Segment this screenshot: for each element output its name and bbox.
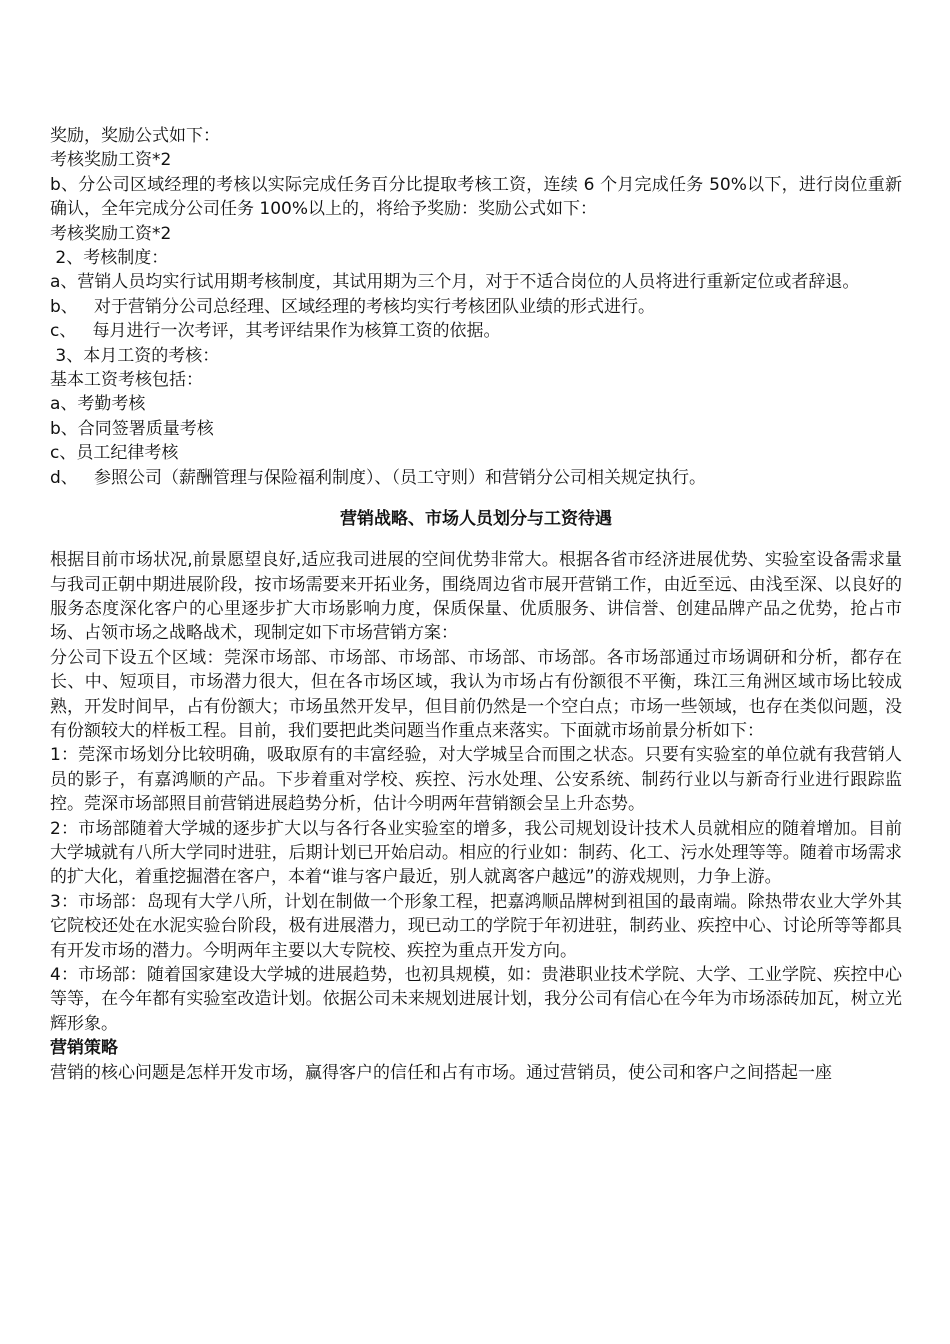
text-paragraph: 根据目前市场状况,前景愿望良好,适应我司进展的空间优势非常大。根据各省市经济进展优势、实验室设备需求量与我司正朝中期进展阶段，按市场需要来开拓业务，围绕周边省市展开营销工作，由近至远、由浅至深、以良好的服务态度深化客户的心里逐步扩大市场影响力度，保质保量、优质服务、讲信誉、创建品牌产品之优势，抢占市场、占领市场之战略战术，现制定如下市场营销方案：: [50, 550, 902, 644]
text-paragraph: 营销的核心问题是怎样开发市场，赢得客户的信任和占有市场。通过营销员，使公司和客户之间搭起一座: [50, 1062, 832, 1083]
list-heading: 2、考核制度：: [50, 248, 169, 269]
list-item: c、员工纪律考核: [50, 443, 179, 464]
text-line: 基本工资考核包括：: [50, 370, 203, 391]
text-paragraph: 2：市场部随着大学城的逐步扩大以与各行各业实验室的增多，我公司规划设计技术人员就相应的随着增加。目前大学城就有八所大学同时进驻，后期计划已开始启动。相应的行业如：制药、化工、污水处理等等。随着市场需求的扩大化，着重挖掘潜在客户，本着“谁与客户最近，别人就离客户越远”的游戏规则，力争上游。: [50, 818, 902, 888]
text-line: 考核奖励工资*2: [50, 223, 172, 244]
text-paragraph: 分公司下设五个区域：莞深市场部、市场部、市场部、市场部、市场部。各市场部通过市场调研和分析，都存在长、中、短项目，市场潜力很大，但在各市场区域，我认为市场占有份额很不平衡，珠江三角洲区域市场比较成熟，开发时间早，占有份额大；市场虽然开发早，但目前仍然是一个空白点；市场一些领域，也存在类似问题，没有份额较大的样板工程。目前，我们要把此类问题当作重点来落实。下面就市场前景分析如下：: [50, 647, 902, 741]
text-paragraph: 3：市场部：岛现有大学八所，计划在制做一个形象工程，把嘉鸿顺品牌树到祖国的最南端。除热带农业大学外其它院校还处在水泥实验台阶段，极有进展潜力，现已动工的学院于年初进驻，制药业、疾控中心、讨论所等等都具有开发市场的潜力。今明两年主要以大专院校、疾控为重点开发方向。: [50, 891, 902, 961]
text-line: 考核奖励工资*2: [50, 150, 172, 171]
subheading: 营销策略: [50, 1038, 118, 1059]
text-paragraph: 4：市场部：随着国家建设大学城的进展趋势，也初具规模，如：贵港职业技术学院、大学、工业学院、疾控中心等等，在今年都有实验室改造计划。依据公司未来规划进展计划，我分公司有信心在今年为市场添砖加瓦，树立光辉形象。: [50, 965, 902, 1034]
text-paragraph: 1：莞深市场划分比较明确，吸取原有的丰富经验，对大学城呈合而围之状态。只要有实验室的单位就有我营销人员的影子，有嘉鸿顺的产品。下步着重对学校、疾控、污水处理、公安系统、制药行业以与新奇行业进行跟踪监控。莞深市场部照目前营销进展趋势分析，估计今明两年营销额会呈上升态势。: [50, 745, 902, 815]
list-item: c、 每月进行一次考评，其考评结果作为核算工资的依据。: [50, 321, 501, 342]
text-paragraph: a、营销人员均实行试用期考核制度，其试用期为三个月，对于不适合岗位的人员将进行重新定位或者辞退。: [50, 272, 860, 293]
list-item: d、 参照公司（薪酬管理与保险福利制度）、（员工守则）和营销分公司相关规定执行。: [50, 467, 707, 488]
list-item: a、考勤考核: [50, 394, 146, 415]
text-line: 奖励，奖励公式如下：: [50, 126, 220, 146]
list-item: b、合同签署质量考核: [50, 418, 214, 439]
section-title: 营销战略、市场人员划分与工资待遇: [340, 509, 612, 530]
text-paragraph: b、分公司区域经理的考核以实际完成任务百分比提取考核工资，连续 6 个月完成任务 50%以下，进行岗位重新确认，全年完成分公司任务 100%以上的，将给予奖励：奖励公式如下：: [50, 174, 902, 220]
list-heading: 3、本月工资的考核：: [50, 345, 220, 366]
list-item: b、 对于营销分公司总经理、区域经理的考核均实行考核团队业绩的形式进行。: [50, 296, 656, 317]
document-page: [50, 124, 902, 1085]
